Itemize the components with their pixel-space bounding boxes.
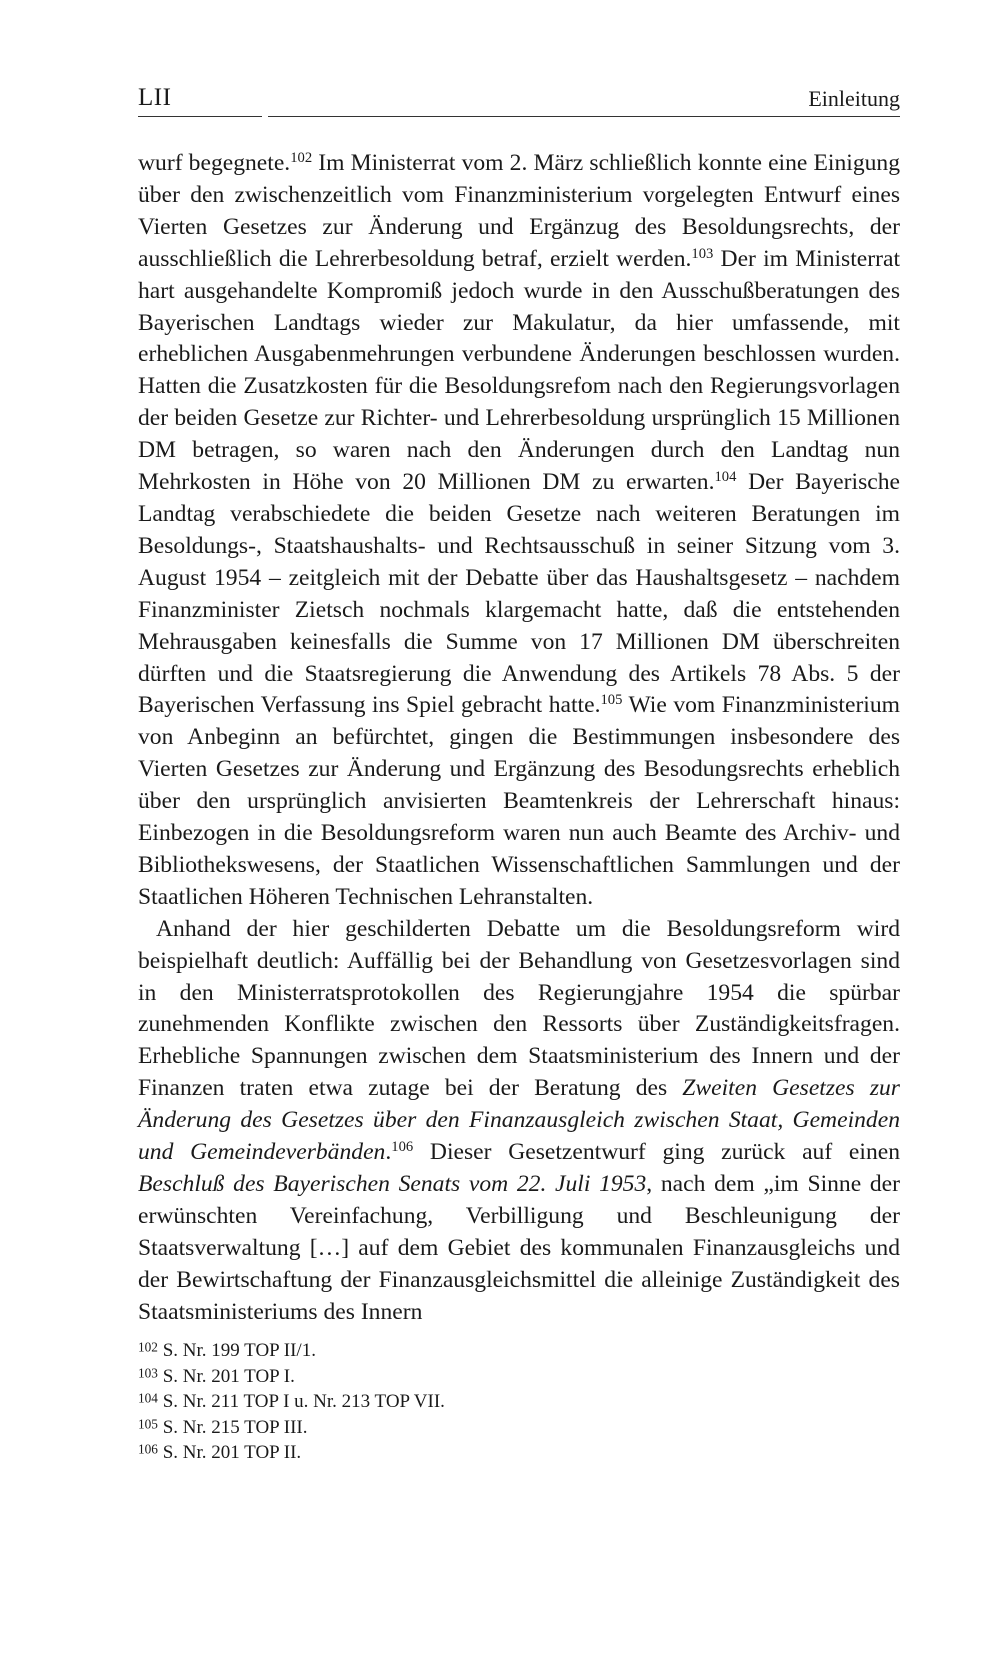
footnote-text: S. Nr. 215 TOP III. [162,1416,308,1438]
paragraph-text: Der Bayerische Landtag verabschiedete die beiden Gesetze nach weiteren Beratungen im Besoldungs-, Staatshaushalts- und Rechtsausschuß in seiner Sitzung vom 3. August 1954 – zeitgleich mit der Debatte über das Haushaltsgesetz – nachdem Finanzminister Zietsch nochmals klargemacht hatte, daß die entstehenden Mehrausgaben keinesfalls die Summe von 17 Millionen DM überschreiten dürften und die Staatsregierung die Anwendung des Artikels 78 Abs. 5 der Bayerischen Verfassung ins Spiel gebracht hatte. [138,469,900,719]
footnote [138,1338,900,1364]
paragraph-text: . [385,1139,392,1166]
footnote-number: 105 [138,1416,158,1432]
paragraph-text: Dieser Gesetzentwurf ging zurück auf einen [413,1139,901,1166]
law-title: Zweiten Gesetzes zur Änderung des Gesetzes über den Finanzausgleich zwischen Staat, Gemeinden und Gemeindeverbänden [138,1075,900,1166]
footnote-ref: 103 [691,245,714,262]
footnote [138,1364,900,1390]
paragraph-text: Im Ministerrat vom 2. März schließlich konnte eine Einigung über den zwischenzeitlich vom Finanzministerium vorgelegten Entwurf eines Vierten Gesetzes zur Änderung und Ergänzug des Besoldungsrechts, der ausschließlich die Lehrerbesoldung betraf, erzielt werden. [138,150,901,272]
footnote-ref: 104 [714,469,737,486]
paragraph-text: Anhand der hier geschilderten Debatte um die Besoldungsreform wird beispielhaft deutlich: Auffällig bei der Behandlung von Gesetzesvorlagen sind in den Ministerratsprotokollen des Regierungjahre 1954 die spürbar zunehmenden Konflikte zwischen den Ressorts über Zuständigkeitsfragen. Erhebliche Spannungen zwischen dem Staatsministerium des Innern und der Finanzen traten etwa zutage bei der Beratung des [138,915,900,1102]
paragraph-text: wurf begegnete. [138,150,291,176]
footnote-text: S. Nr. 211 TOP I u. Nr. 213 TOP VII. [162,1391,445,1413]
paragraph-text: Der im Ministerrat hart ausgehandelte Kompromiß jedoch wurde in den Ausschußberatungen des Bayerischen Landtags wieder zur Makulatur, da hier umfassende, mit erheblichen Ausgabenmehrungen verbundene Änderungen beschlossen wurden. Hatten die Zusatzkosten für die Besoldungsrefom nach den Regierungsvorlagen der beiden Gesetze zur Richter- und Lehrerbesoldung ursprünglich 15 Millionen DM betragen, so waren nach den Änderungen durch den Landtag nun Mehrkosten in Höhe von 20 Millionen DM zu erwarten. [138,245,901,496]
footnote [138,1389,900,1415]
running-title: Einleitung [808,86,900,111]
footnote [138,1415,900,1441]
footnote-number: 106 [138,1441,158,1457]
footnotes [138,1338,900,1466]
footnote-ref: 105 [600,692,623,709]
footnote-text: S. Nr. 201 TOP II. [162,1442,302,1464]
footnote-number: 102 [138,1339,158,1355]
paragraph-text: Wie vom Finanzministerium von Anbeginn an befürchtet, gingen die Bestimmungen insbesondere des Vierten Gesetzes zur Änderung und Ergänzung des Besodungsrechts erheblich über den ursprünglich anvisierten Beamtenkreis der Lehrerschaft hinaus: Einbezogen in die Besoldungsreform waren nun auch Beamte des Archiv- und Bibliothekswesens, der Staatlichen Wissenschaftlichen Sammlungen und der Staatlichen Höheren Technischen Lehranstalten. [138,692,901,910]
page-number: LII [138,84,172,111]
paragraph [138,148,900,914]
paragraph-text: , nach dem „im Sinne der erwünschten Vereinfachung, Verbilligung und Beschleunigung der Staatsverwaltung […] auf dem Gebiet des kommunalen Finanzausgleichs und der Bewirtschaftung der Finanzausgleichsmittel die alleinige Zuständigkeit des Staatsministeriums des Innern [138,1171,900,1325]
footnote [138,1440,900,1466]
footnote-text: S. Nr. 199 TOP II/1. [162,1340,316,1361]
footnote-ref: 106 [391,1139,414,1156]
page-header [138,84,900,120]
paragraph [138,914,900,1329]
header-rule-right [268,116,900,117]
senate-resolution: Beschluß des Bayerischen Senats vom 22. Juli 1953 [138,1171,647,1197]
footnote-number: 103 [138,1364,158,1380]
header-rule-left [138,116,262,117]
footnote-number: 104 [138,1390,158,1406]
footnote-text: S. Nr. 201 TOP I. [162,1365,295,1387]
main-text [138,148,900,1329]
footnote-ref: 102 [290,149,313,166]
